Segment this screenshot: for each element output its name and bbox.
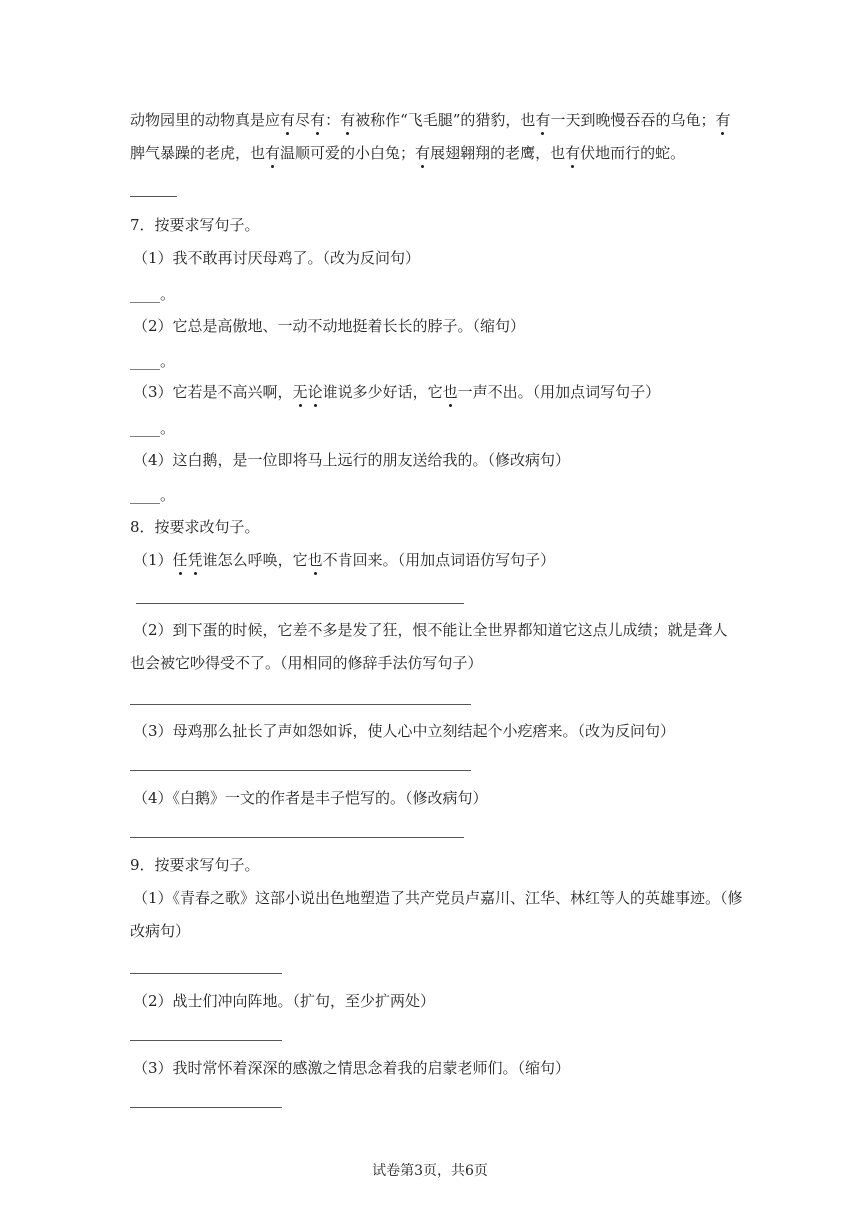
intro-segment: 被称作“飞毛腿”的猎豹，也 xyxy=(355,111,536,129)
q8-item-1-segment: 谁怎么呼唤，它 xyxy=(202,551,308,569)
q9-item-2: （2）战士们冲向阵地。（扩句，至少扩两处） xyxy=(133,992,436,1010)
q7-answer-4[interactable]: ____。 xyxy=(130,486,176,504)
q8-item-1-dotted-char: 任 xyxy=(172,551,188,569)
question-8-title: 8．按要求改句子。 xyxy=(130,518,260,536)
q9-item-1-line-2: 改病句） xyxy=(130,922,191,940)
q7-item-1: （1）我不敢再讨厌母鸡了。（改为反问句） xyxy=(133,249,421,267)
q8-answer-line-3[interactable] xyxy=(130,770,471,771)
intro-dotted-char: 有 xyxy=(280,111,296,129)
intro-dotted-char: 有 xyxy=(565,144,581,162)
q8-answer-line-2[interactable] xyxy=(130,704,471,705)
q8-item-2-line-1: （2）到下蛋的时候，它差不多是发了狂，恨不能让全世界都知道它这点儿成绩；就是聋人 xyxy=(133,621,728,639)
intro-segment: 尽 xyxy=(295,111,311,129)
question-7-title: 7．按要求写句子。 xyxy=(130,216,260,234)
intro-dotted-char: 有 xyxy=(415,144,431,162)
q8-item-1-segment: （1） xyxy=(133,551,173,569)
q8-item-1-segment: 不肯回来。（用加点词语仿写句子） xyxy=(322,551,556,569)
q7-item-3 xyxy=(133,382,660,402)
intro-line-1 xyxy=(130,110,730,130)
intro-segment: 一天到晚慢吞吞的乌龟； xyxy=(550,111,716,129)
q8-item-1 xyxy=(133,550,555,570)
q7-item-2: （2）它总是高傲地、一动不动地挺着长长的脖子。（缩句） xyxy=(133,317,526,335)
intro-dotted-char: 有 xyxy=(715,111,731,129)
q9-item-1-line-1: （1）《青春之歌》这部小说出色地塑造了共产党员卢嘉川、江华、林红等人的英雄事迹。（修 xyxy=(133,889,743,907)
intro-segment: 伏地而行的蛇。 xyxy=(580,144,686,162)
q7-answer-1[interactable]: ____。 xyxy=(130,285,176,303)
intro-dotted-char: 有 xyxy=(340,111,356,129)
question-9-title: 9．按要求写句子。 xyxy=(130,856,260,874)
q8-answer-line-4[interactable] xyxy=(130,837,464,838)
intro-line-2 xyxy=(130,143,685,163)
q9-answer-line-2[interactable] xyxy=(130,1040,282,1041)
q7-answer-2[interactable]: ____。 xyxy=(130,352,176,370)
q9-answer-line-1[interactable] xyxy=(130,973,282,974)
q7-item-3-segment: 谁说多少好话，它 xyxy=(322,383,443,401)
intro-segment: ： xyxy=(325,111,341,129)
q8-item-2-line-2: 也会被它吵得受不了。（用相同的修辞手法仿写句子） xyxy=(130,654,483,672)
intro-segment: 脾气暴躁的老虎，也 xyxy=(130,144,266,162)
intro-dotted-char: 有 xyxy=(310,111,326,129)
q7-item-3-segment: 一声不出。（用加点词写句子） xyxy=(457,383,661,401)
q8-item-1-dotted-char: 凭 xyxy=(187,551,203,569)
answer-line[interactable] xyxy=(130,196,177,197)
q8-item-3: （3）母鸡那么扯长了声如怨如诉，使人心中立刻结起个小疙瘩来。（改为反问句） xyxy=(133,722,676,740)
intro-segment: 动物园里的动物真是应 xyxy=(130,111,281,129)
q9-answer-line-3[interactable] xyxy=(130,1107,282,1108)
intro-dotted-char: 有 xyxy=(265,144,281,162)
q8-item-1-dotted-char: 也 xyxy=(307,551,323,569)
intro-segment: 温顺可爱的小白兔； xyxy=(280,144,416,162)
intro-dotted-char: 有 xyxy=(535,111,551,129)
q7-item-3-dotted-char: 无 xyxy=(292,383,308,401)
q7-answer-3[interactable]: ____。 xyxy=(130,419,176,437)
q7-item-3-dotted-char: 论 xyxy=(307,383,323,401)
q7-item-3-dotted-char: 也 xyxy=(442,383,458,401)
q9-item-3: （3）我时常怀着深深的感激之情思念着我的启蒙老师们。（缩句） xyxy=(133,1059,571,1077)
q7-item-4: （4）这白鹅，是一位即将马上远行的朋友送给我的。（修改病句） xyxy=(133,451,571,469)
intro-segment: 展翅翱翔的老鹰，也 xyxy=(430,144,566,162)
q8-item-4: （4）《白鹅》一文的作者是丰子恺写的。（修改病句） xyxy=(133,789,488,807)
q7-item-3-segment: （3）它若是不高兴啊， xyxy=(133,383,293,401)
q8-answer-line-1[interactable] xyxy=(136,603,464,604)
page-footer: 试卷第3页，共6页 xyxy=(372,1163,488,1179)
